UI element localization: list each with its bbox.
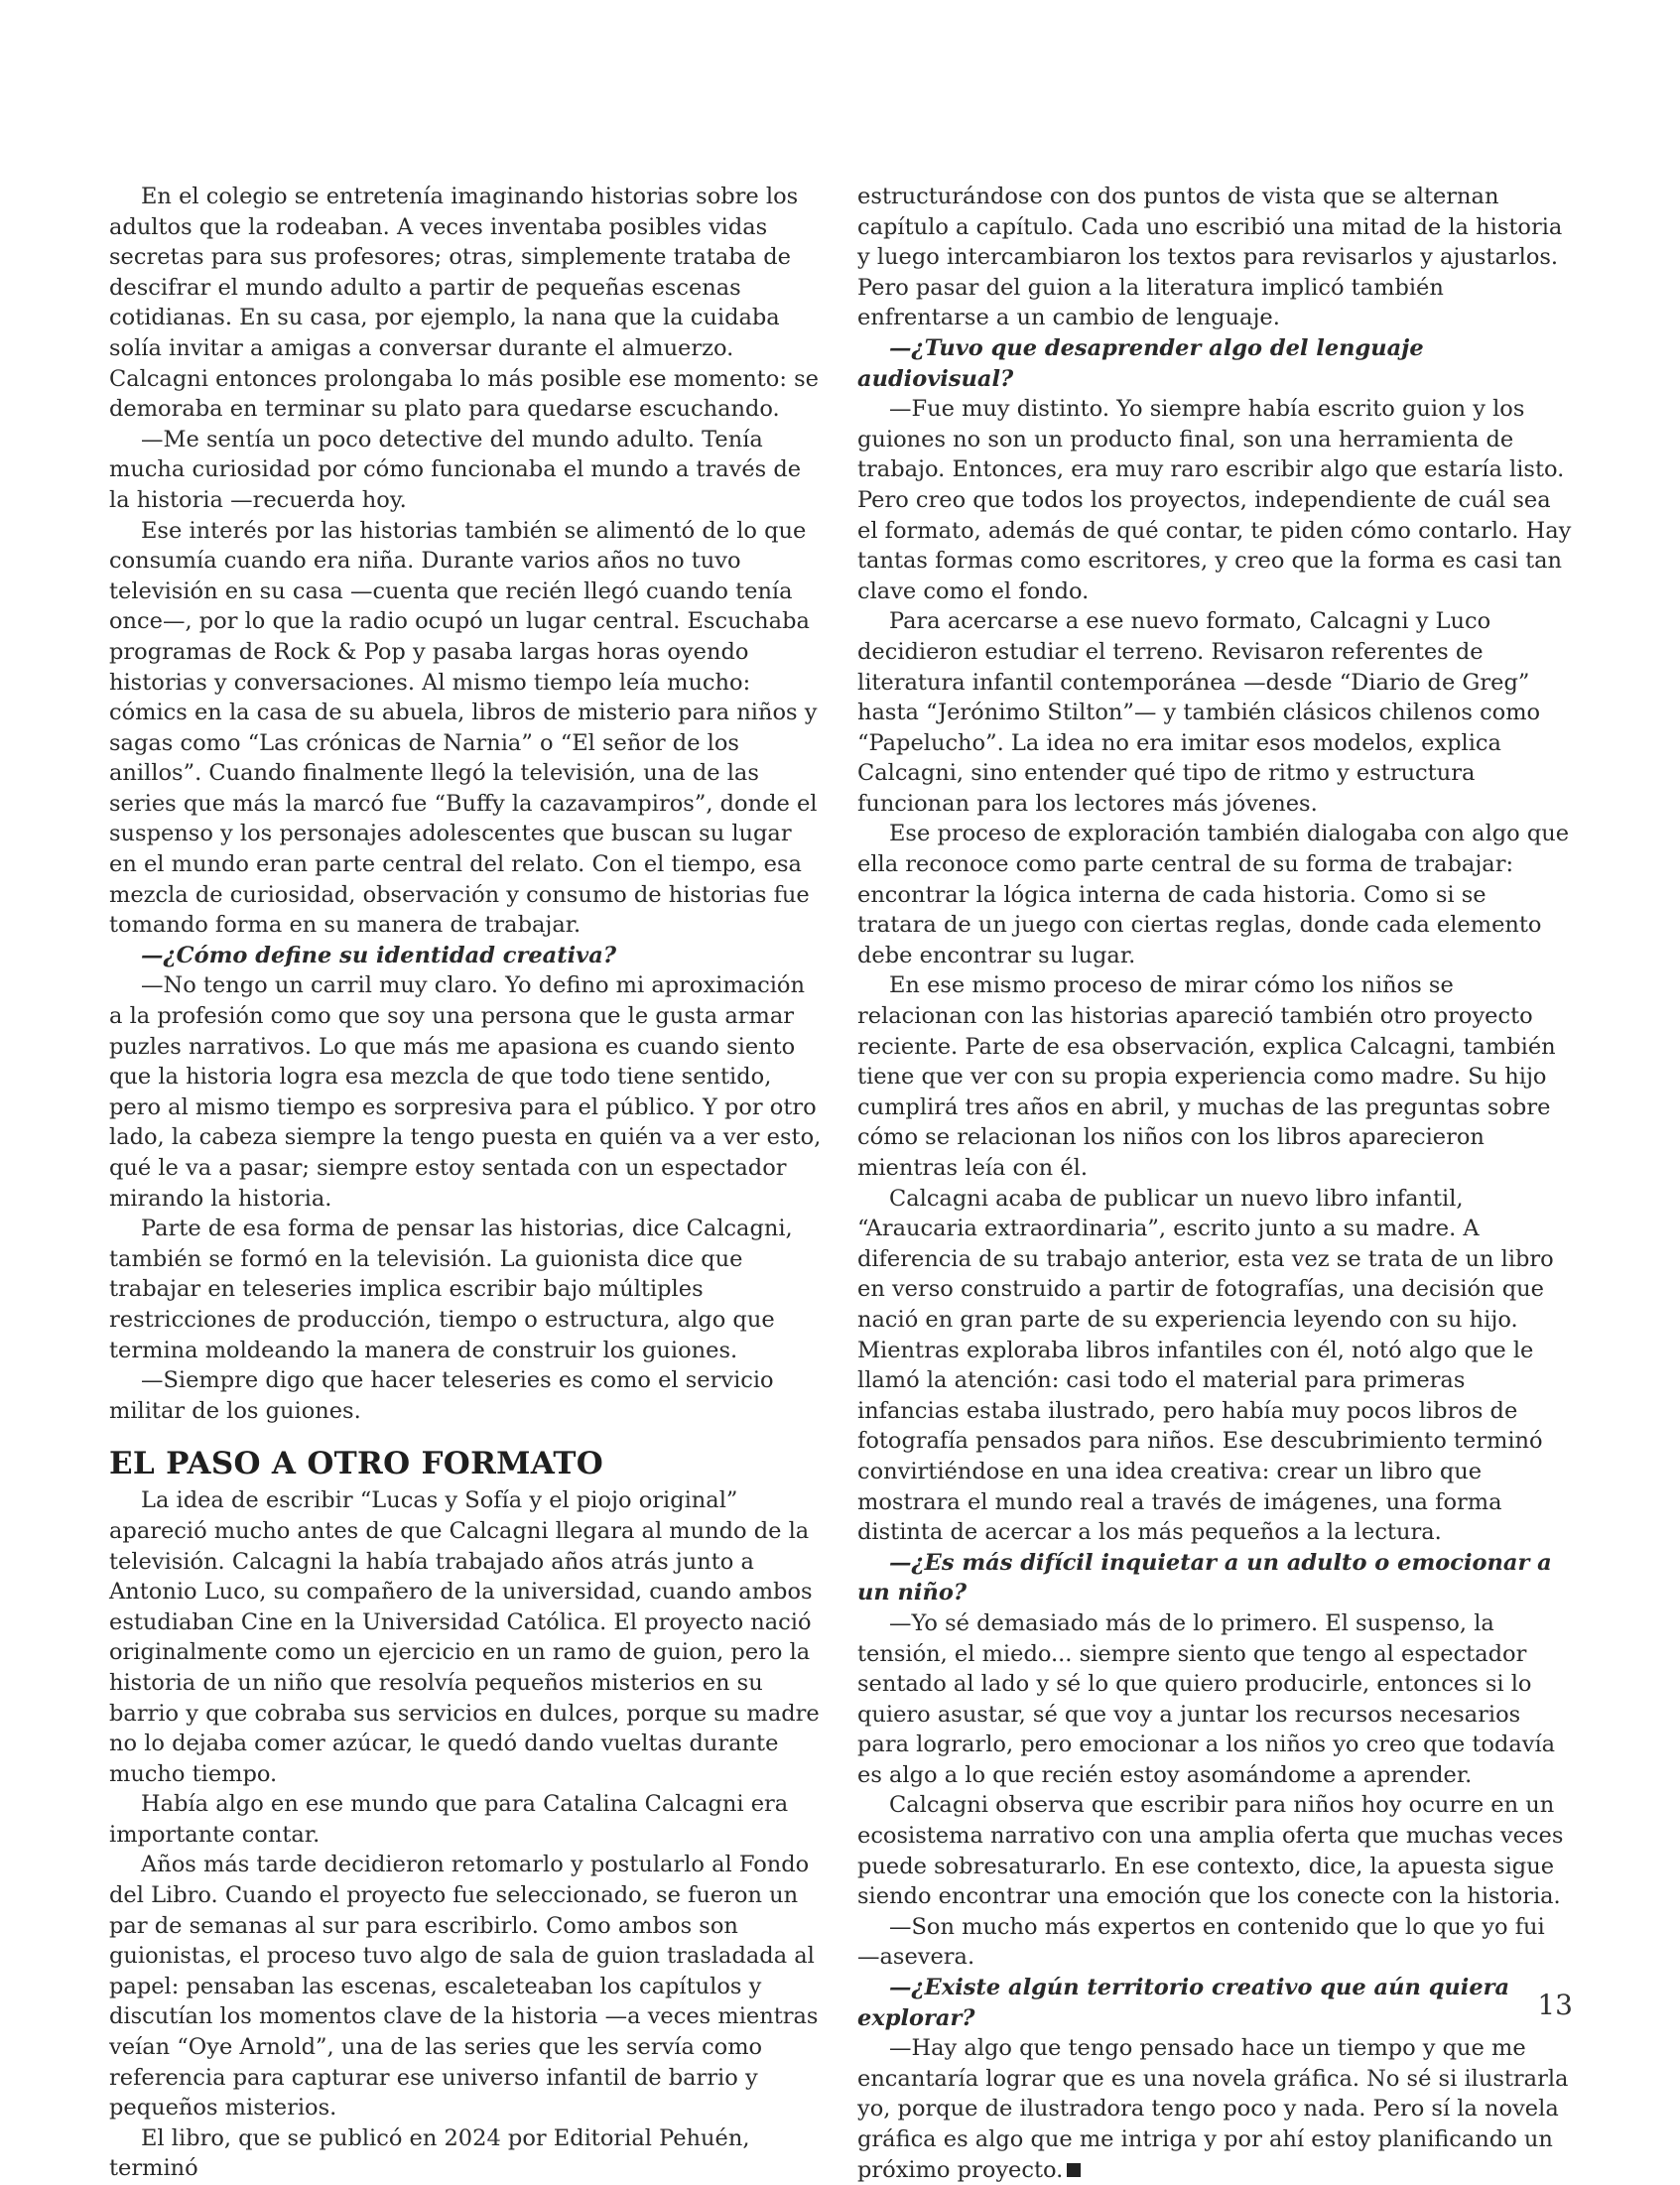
interview-question: —¿Cómo define su identidad creativa?: [141, 942, 617, 968]
paragraph: —Son mucho más expertos en contenido que lo que yo fui —asevera.: [857, 1913, 1545, 1971]
paragraph: —Siempre digo que hacer teleseries es como el servicio militar de los guiones.: [109, 1367, 774, 1424]
interview-question: —¿Es más difícil inquietar a un adulto o emocionar a un niño?: [857, 1549, 1552, 1607]
interview-question: —¿Existe algún territorio creativo que aún quiera explorar?: [857, 1975, 1510, 2031]
interview-question: —¿Tuvo que desaprender algo del lenguaje audiovisual?: [857, 334, 1424, 392]
end-mark-icon: [1067, 2163, 1081, 2177]
paragraph: —No tengo un carril muy claro. Yo defino mi aproximación a la profesión como que soy una persona que le gusta armar puzles narrativos. Lo que más me apasiona es cuando siento que la historia logra esa mezcla de que todo tiene sentido, pero al mismo tiempo es sorpresiva para el público. Y por otro lado, la cabeza siempre la tengo puesta en quién va a ver esto, qué le va a pasar; siempre estoy sentada con un espectador mirando la historia.: [109, 972, 822, 1212]
paragraph: En el colegio se entretenía imaginando historias sobre los adultos que la rodeaban. A veces inventaba posibles vidas secretas para sus profesores; otras, simplemente trataba de descifrar el mundo adulto a partir de pequeñas escenas cotidianas. En su casa, por ejemplo, la nana que la cuidaba solía invitar a amigas a conversar durante el almuerzo. Calcagni entonces prolongaba lo más posible ese momento: se demoraba en terminar su plato para quedarse escuchando.: [109, 184, 819, 423]
paragraph: —Yo sé demasiado más de lo primero. El suspenso, la tensión, el miedo... siempre siento que tengo al espectador sentado al lado y sé lo que quiero producirle, entonces si lo quiero asustar, sé que voy a juntar los recursos necesarios para lograrlo, pero emocionar a los niños yo creo que todavía es algo a lo que recién estoy asomándome a aprender.: [857, 1609, 1556, 1788]
paragraph: Había algo en ese mundo que para Catalina Calcagni era importante contar.: [109, 1791, 789, 1848]
paragraph: —Me sentía un poco detective del mundo adulto. Tenía mucha curiosidad por cómo funcionaba el mundo a través de la historia —recuerda hoy.: [109, 426, 802, 513]
continued-paragraph: estructurándose con dos puntos de vista que se alternan capítulo a capítulo. Cada uno escribió una mitad de la historia y luego intercambiaron los textos para revisarlos y ajustarlos. Pero pasar del guion a la literatura implicó también enfrentarse a un cambio de lenguaje.: [857, 184, 1563, 331]
paragraph: En ese mismo proceso de mirar cómo los niños se relacionan con las historias apareció también otro proyecto reciente. Parte de esa observación, explica Calcagni, también tiene que ver con su propia experiencia como madre. Su hijo cumplirá tres años en abril, y muchas de las preguntas sobre cómo se relacionan los niños con los libros aparecieron mientras leía con él.: [857, 972, 1556, 1181]
paragraph: Años más tarde decidieron retomarlo y postularlo al Fondo del Libro. Cuando el proyecto fue seleccionado, se fueron un par de semanas al sur para escribirlo. Como ambos son guionistas, el proceso tuvo algo de sala de guion trasladada al papel: pensaban las escenas, escaleteaban los capítulos y discutían los momentos clave de la historia —a veces mientras veían “Oye Arnold”, una de las series que les servía como referencia para capturar ese universo infantil de barrio y pequeños misterios.: [109, 1852, 819, 2121]
paragraph: El libro, que se publicó en 2024 por Editorial Pehuén, terminó: [109, 2124, 750, 2182]
final-paragraph: [857, 2033, 1572, 2185]
paragraph: —Fue muy distinto. Yo siempre había escrito guion y los guiones no son un producto final, son una herramienta de trabajo. Entonces, era muy raro escribir algo que estaría listo. Pero creo que todos los proyectos, independiente de cuál sea el formato, además de qué contar, te piden cómo contarlo. Hay tantas formas como escritores, y creo que la forma es casi tan clave como el fondo.: [857, 396, 1572, 604]
paragraph: Parte de esa forma de pensar las historias, dice Calcagni, también se formó en la televisión. La guionista dice que trabajar en teleseries implica escribir bajo múltiples restricciones de producción, tiempo o estructura, algo que termina moldeando la manera de construir los guiones.: [109, 1216, 793, 1363]
paragraph: Ese proceso de exploración también dialogaba con algo que ella reconoce como parte central de su forma de trabajar: encontrar la lógica interna de cada historia. Como si se tratara de un juego con ciertas reglas, donde cada elemento debe encontrar su lugar.: [857, 821, 1570, 968]
final-paragraph-text: —Hay algo que tengo pensado hace un tiempo y que me encantaría lograr que es una novela gráfica. No sé si ilustrarla yo, porque de ilustradora tengo poco y nada. Pero sí la novela gráfica es algo que me intriga y por ahí estoy planificando un próximo proyecto.: [857, 2035, 1569, 2183]
page-number: 13: [1537, 1989, 1573, 2021]
paragraph: Para acercarse a ese nuevo formato, Calcagni y Luco decidieron estudiar el terreno. Revisaron referentes de literatura infantil contemporánea —desde “Diario de Greg” hasta “Jerónimo Stilton”— y también clásicos chilenos como “Papelucho”. La idea no era imitar esos modelos, explica Calcagni, sino entender qué tipo de ritmo y estructura funcionan para los lectores más jóvenes.: [857, 608, 1541, 817]
paragraph: Calcagni acaba de publicar un nuevo libro infantil, “Araucaria extraordinaria”, escrito junto a su madre. A diferencia de su trabajo anterior, esta vez se trata de un libro en verso construido a partir de fotografías, una decisión que nació en gran parte de su experiencia leyendo con su hijo. Mientras exploraba libros infantiles con él, notó algo que le llamó la atención: casi todo el material para primeras infancias estaba ilustrado, pero había muy pocos libros de fotografía pensados para niños. Ese descubrimiento terminó convirtiéndose en una idea creativa: crear un libro que mostrara el mundo real a través de imágenes, una forma distinta de acercar a los más pequeños a la lectura.: [857, 1185, 1554, 1546]
paragraph: Ese interés por las historias también se alimentó de lo que consumía cuando era niña. Durante varios años no tuvo televisión en su casa —cuenta que recién llegó cuando tenía once—, por lo que la radio ocupó un lugar central. Escuchaba programas de Rock & Pop y pasaba largas horas oyendo historias y conversaciones. Al mismo tiempo leía mucho: cómics en la casa de su abuela, libros de misterio para niños y sagas como “Las crónicas de Narnia” o “El señor de los anillos”. Cuando finalmente llegó la televisión, una de las series que más la marcó fue “Buffy la cazavampiros”, donde el suspenso y los personajes adolescentes que buscan su lugar en el mundo eran parte central del relato. Con el tiempo, esa mezcla de curiosidad, observación y consumo de historias fue tomando forma en su manera de trabajar.: [109, 517, 818, 939]
paragraph: Calcagni observa que escribir para niños hoy ocurre en un ecosistema narrativo con una amplia oferta que muchas veces puede sobresaturarlo. En ese contexto, dice, la apuesta sigue siendo encontrar una emoción que los conecte con la historia.: [857, 1792, 1564, 1910]
left-column: [109, 182, 824, 2184]
section-heading: EL PASO A OTRO FORMATO: [109, 1446, 604, 1482]
paragraph: La idea de escribir “Lucas y Sofía y el piojo original” apareció mucho antes de que Calcagni llegara al mundo de la televisión. Calcagni la había trabajado años atrás junto a Antonio Luco, su compañero de la universidad, cuando ambos estudiaban Cine en la Universidad Católica. El proyecto nació originalmente como un ejercicio en un ramo de guion, pero la historia de un niño que resolvía pequeños misterios en su barrio y que cobraba sus servicios en dulces, porque su madre no lo dejaba comer azúcar, le quedó dando vueltas durante mucho tiempo.: [109, 1487, 820, 1787]
right-column: [857, 182, 1572, 2185]
